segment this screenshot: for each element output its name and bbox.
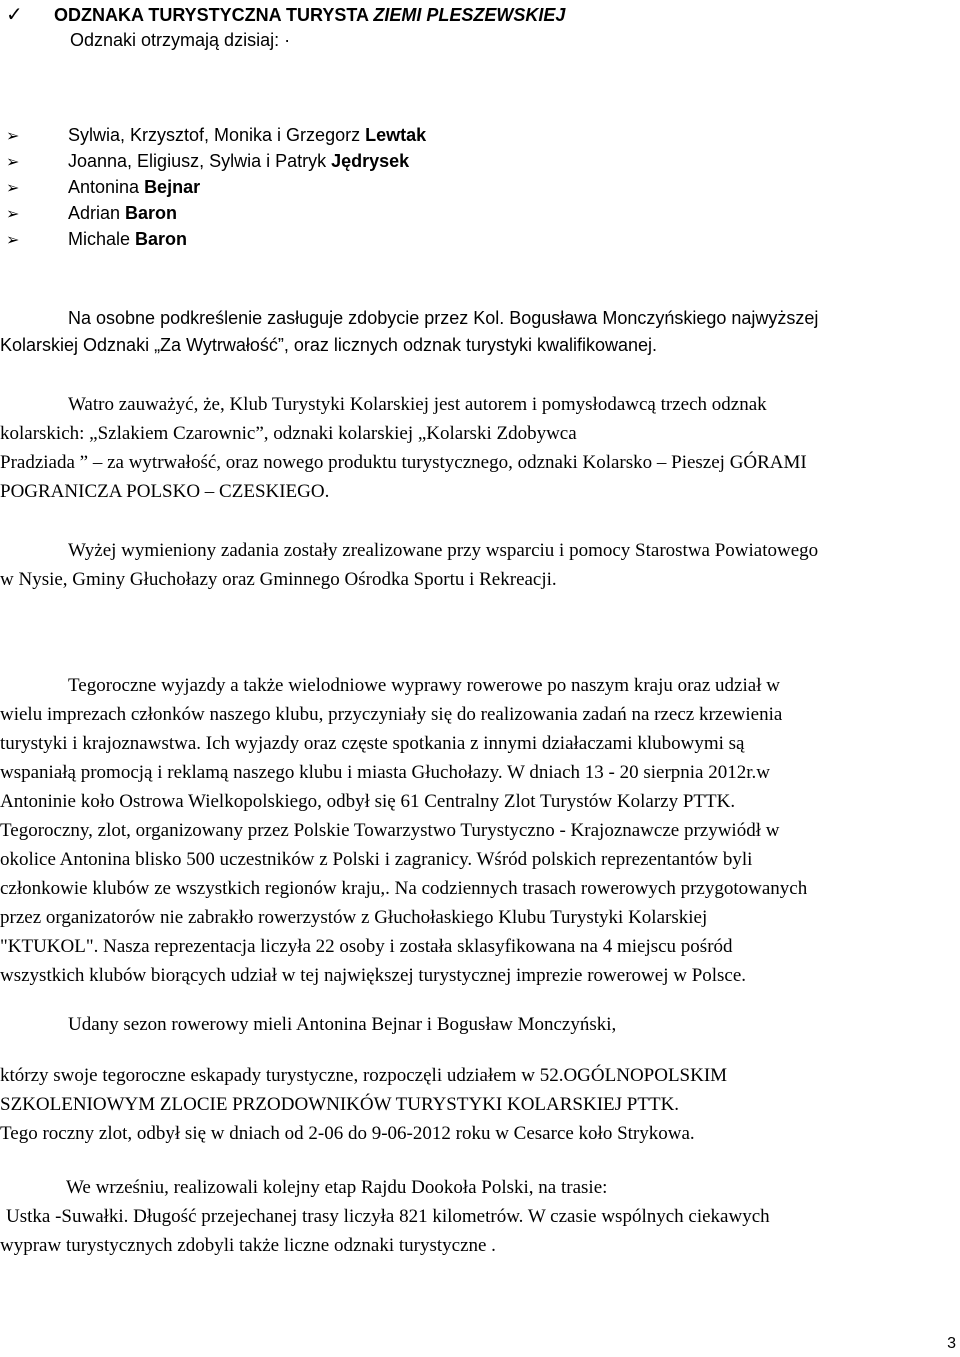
text-line: Wyżej wymieniony zadania zostały zrealizowane przy wsparciu i pomocy Starostwa Powiatowego: [68, 540, 819, 561]
text-line: We wrześniu, realizowali kolejny etap Rajdu Dookoła Polski, na trasie:: [66, 1177, 608, 1198]
text-line: w Nysie, Gminy Głuchołazy oraz Gminnego Ośrodka Sportu i Rekreacji.: [0, 569, 557, 590]
arrow-bullet-icon: ➢: [6, 154, 20, 171]
text-line: przez organizatorów nie zabrakło rowerzystów z Głuchołaskiego Klubu Turystyki Kolarskiej: [0, 907, 708, 928]
text-line: wspaniałą promocją i reklamą naszego klubu i miasta Głuchołazy. W dniach 13 - 20 sierpnia 2012r.w: [0, 762, 770, 783]
list-item: ➢ Joanna, Eligiusz, Sylwia i Patryk Jędrysek: [6, 148, 409, 176]
text-line: wielu imprezach członków naszego klubu, przyczyniały się do realizowania zadań na rzecz krzewienia: [0, 704, 783, 725]
text-line: wszystkich klubów biorących udział w tej największej turystycznej imprezie rowerowej w Polsce.: [0, 965, 747, 986]
text-line: Pradziada ” – za wytrwałość, oraz nowego produktu turystycznego, odznaki Kolarsko – Pieszej GÓRAMI: [0, 452, 807, 473]
text-line: SZKOLENIOWYM ZLOCIE PRZODOWNIKÓW TURYSTYKI KOLARSKIEJ PTTK.: [0, 1094, 680, 1115]
text-line: Tegoroczny, zlot, organizowany przez Polskie Towarzystwo Turystyczno - Krajoznawcze przywiódł w: [0, 820, 780, 841]
arrow-bullet-icon: ➢: [6, 128, 20, 145]
text-line: członkowie klubów ze wszystkich regionów kraju,. Na codziennych trasach rowerowych przygotowanych: [0, 878, 808, 899]
text-line: Na osobne podkreślenie zasługuje zdobycie przez Kol. Bogusława Monczyńskiego najwyższej: [68, 308, 819, 328]
text-line: którzy swoje tegoroczne eskapady turystyczne, rozpoczęli udziałem w 52.OGÓLNOPOLSKIM: [0, 1065, 728, 1086]
text-line: kolarskich: „Szlakiem Czarownic”, odznaki kolarskiej „Kolarski Zdobywca: [0, 423, 577, 444]
text-line: Ustka -Suwałki. Długość przejechanej trasy liczyła 821 kilometrów. W czasie wspólnych ciekawych: [6, 1206, 770, 1227]
title-text: ODZNAKA TURYSTYCZNA TURYSTA: [54, 5, 374, 25]
page-number: 3: [947, 1335, 956, 1352]
text-line: Tego roczny zlot, odbył się w dniach od 2-06 do 9-06-2012 roku w Cesarce koło Strykowa.: [0, 1123, 695, 1144]
arrow-bullet-icon: ➢: [6, 180, 20, 197]
page-title: [54, 2, 565, 29]
list-item: ➢ Adrian Baron: [6, 200, 177, 228]
text-line: Kolarskiej Odznaki „Za Wytrwałość”, oraz licznych odznak turystyki kwalifikowanej.: [0, 335, 658, 355]
text-line: Watro zauważyć, że, Klub Turystyki Kolarskiej jest autorem i pomysłodawcą trzech odznak: [68, 394, 767, 415]
text-line: Udany sezon rowerowy mieli Antonina Bejnar i Bogusław Monczyński,: [68, 1014, 617, 1035]
text-line: Antoninie koło Ostrowa Wielkopolskiego, odbył się 61 Centralny Zlot Turystów Kolarzy PTTK.: [0, 791, 736, 812]
title-italic-text: ZIEMI PLESZEWSKIEJ: [373, 5, 566, 25]
text-line: Tegoroczne wyjazdy a także wielodniowe wyprawy rowerowe po naszym kraju oraz udział w: [68, 675, 780, 696]
text-line: okolice Antonina blisko 500 uczestników z Polski i zagranicy. Wśród polskich reprezentantów byli: [0, 849, 753, 870]
list-item: ➢ Antonina Bejnar: [6, 174, 200, 202]
text-line: wypraw turystycznych zdobyli także liczne odznaki turystyczne .: [0, 1235, 496, 1256]
arrow-bullet-icon: ➢: [6, 206, 20, 223]
checkmark-icon: ✓: [6, 4, 23, 26]
arrow-bullet-icon: ➢: [6, 232, 20, 249]
page-subtitle: Odznaki otrzymają dzisiaj: ·: [70, 30, 291, 50]
text-line: POGRANICZA POLSKO – CZESKIEGO.: [0, 481, 330, 502]
list-item: ➢ Sylwia, Krzysztof, Monika i Grzegorz Lewtak: [6, 122, 426, 150]
text-line: "KTUKOL". Nasza reprezentacja liczyła 22 osoby i została sklasyfikowana na 4 miejscu pośród: [0, 936, 733, 957]
list-item: ➢ Michale Baron: [6, 226, 187, 254]
text-line: turystyki i krajoznawstwa. Ich wyjazdy oraz częste spotkania z innymi działaczami klubowymi są: [0, 733, 745, 754]
